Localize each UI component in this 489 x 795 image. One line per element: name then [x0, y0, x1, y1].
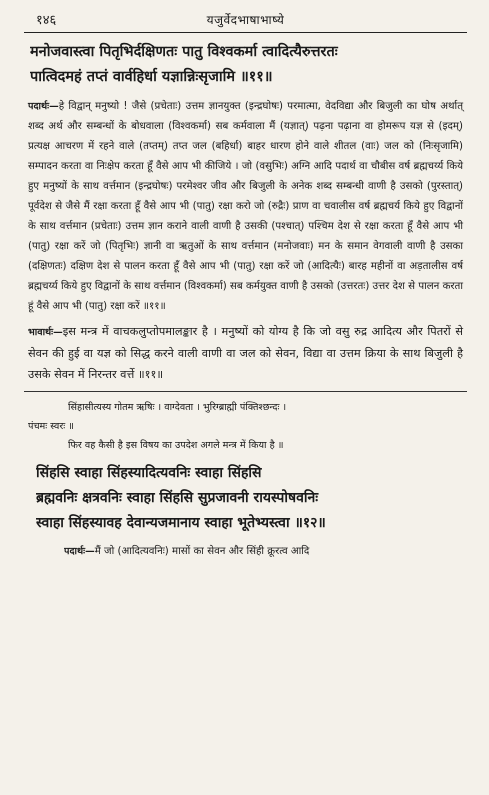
bhavarth-label: भावार्थः— — [28, 327, 63, 338]
running-title: यजुर्वेदभाषाभाष्ये — [206, 12, 285, 27]
header-rule — [24, 32, 467, 33]
mantra-12 — [36, 461, 461, 536]
page-number: १४६ — [36, 13, 57, 28]
padarth-label: पदार्थः— — [28, 101, 59, 112]
swar-line: पंचमः स्वरः ॥ — [28, 421, 74, 432]
next-padarth-line — [64, 542, 463, 562]
mantra-11-line-2: पात्विदमहं तप्तं वार्वहिर्धा यज्ञान्निःसृजामि ॥११॥ — [30, 68, 273, 85]
bhavarth-paragraph — [28, 321, 463, 385]
padarth-paragraph — [28, 97, 463, 317]
padarth-text: हे विद्वान् मनुष्यो ! जैसे (प्रचेताः) उत्तम ज्ञानयुक्त (इन्द्रघोषः) परमात्मा, वेदविद्या और बिजुली का घोष अर्थात् शब्द अर्थ और सम्बन्धों के बोधवाला (विश्वकर्मा) सब कर्मवाला मैं (यज्ञात्) पढ़ना पढ़ाना वा होमरूप यज्ञ से (इदम्) प्रत्यक्ष आचरण में रहने वाले (तप्तम्) तप्त जल (बहिर्धा) बाहर धारण होने वाले शीतल (वाः) जल को (निःसृजामि) सम्पादन करता वा निःक्षेप करता हूँ वैसे आप भी कीजिये । जो (वसुभिः) अग्नि आदि पदार्थ वा चौबीस वर्ष ब्रह्मचर्य्य किये हुए मनुष्यों के साथ वर्त्तमान (इन्द्रघोषः) परमेश्वर जीव और बिजुली के अनेक शब्द सम्बन्धी वाणी है उसको (पुरस्तात्) पूर्वदेश से जैसे मैं रक्षा करता हूँ वैसे आप भी (पातु) रक्षा करो जो (रुद्रैः) प्राण वा चवालीस वर्ष ब्रह्मचर्य किये हुए विद्वानों के साथ वर्त्तमान (प्रचेताः) उत्तम ज्ञान कराने वाली वाणी है उसकी (पश्चात्) पश्चिम देश से रक्षा करता हूँ वैसे आप भी (पातु) रक्षा करें जो (पितृभिः) ज्ञानी वा ऋतुओं के साथ वर्त्तमान (मनोजवाः) मन के समान वेगवाली वाणी है उसका (दक्षिणतः) दक्षिण देश से पालन करता हूँ वैसे आप भी (पातु) रक्षा करें जो (आदित्यैः) बारह महीनों वा अड़तालीस वर्ष ब्रह्मचर्य्य किये हुए विद्वानों के साथ वर्त्तमान (विश्वकर्मा) सब कर्मयुक्त वाणी है उसको (उत्तरतः) उत्तर देश से पालन करता हूं वैसे आप भी (पातु) रक्षा करें ॥११॥ — [28, 101, 463, 312]
next-padarth-label: पदार्थः— — [64, 546, 95, 557]
mantra-12-intro: फिर वह कैसी है इस विषय का उपदेश अगले मन्त्र में किया है ॥ — [68, 440, 284, 451]
mantra-11 — [30, 39, 461, 89]
mantra-11-line-1: मनोजवास्त्वा पितृभिर्दक्षिणतः पातु विश्वकर्मा त्वादित्यैरुत्तरतः — [30, 43, 338, 60]
next-padarth-text: मैं जो (आदित्यवनिः) मासों का सेवन और सिंही क्रूरत्व आदि — [94, 546, 310, 557]
mantra-12-line-3: स्वाहा सिंहस्यावह देवान्यजमानाय स्वाहा भूतेभ्यस्त्वा ॥१२॥ — [36, 515, 326, 531]
bhavarth-text: इस मन्त्र में वाचकलुप्तोपमालङ्कार है । मनुष्यों को योग्य है कि जो वसु रुद्र आदित्य और पितरों से सेवन की हुई वा यज्ञ को सिद्ध करने वाली वाणी वा जल को सेवन, विद्या वा उत्तम क्रिया के साथ बिजुली है उसके सेवन में निरन्तर वर्त्ते ॥११॥ — [28, 325, 463, 381]
section-rule — [24, 391, 467, 392]
page-header — [24, 6, 467, 32]
mantra-12-metadata — [28, 398, 463, 455]
mantra-12-line-1: सिंहसि स्वाहा सिंहस्यादित्यवनिः स्वाहा सिंहसि — [36, 465, 262, 481]
mantra-12-line-2: ब्रह्मवनिः क्षत्रवनिः स्वाहा सिंहसि सुप्रजावनी रायस्पोषवनिः — [36, 490, 319, 506]
rishi-devata-chhand: सिंहासीत्यस्य गोतम ऋषिः । वाग्देवता । भुरिग्ब्राह्मी पंक्तिश्छन्दः । — [68, 402, 287, 413]
